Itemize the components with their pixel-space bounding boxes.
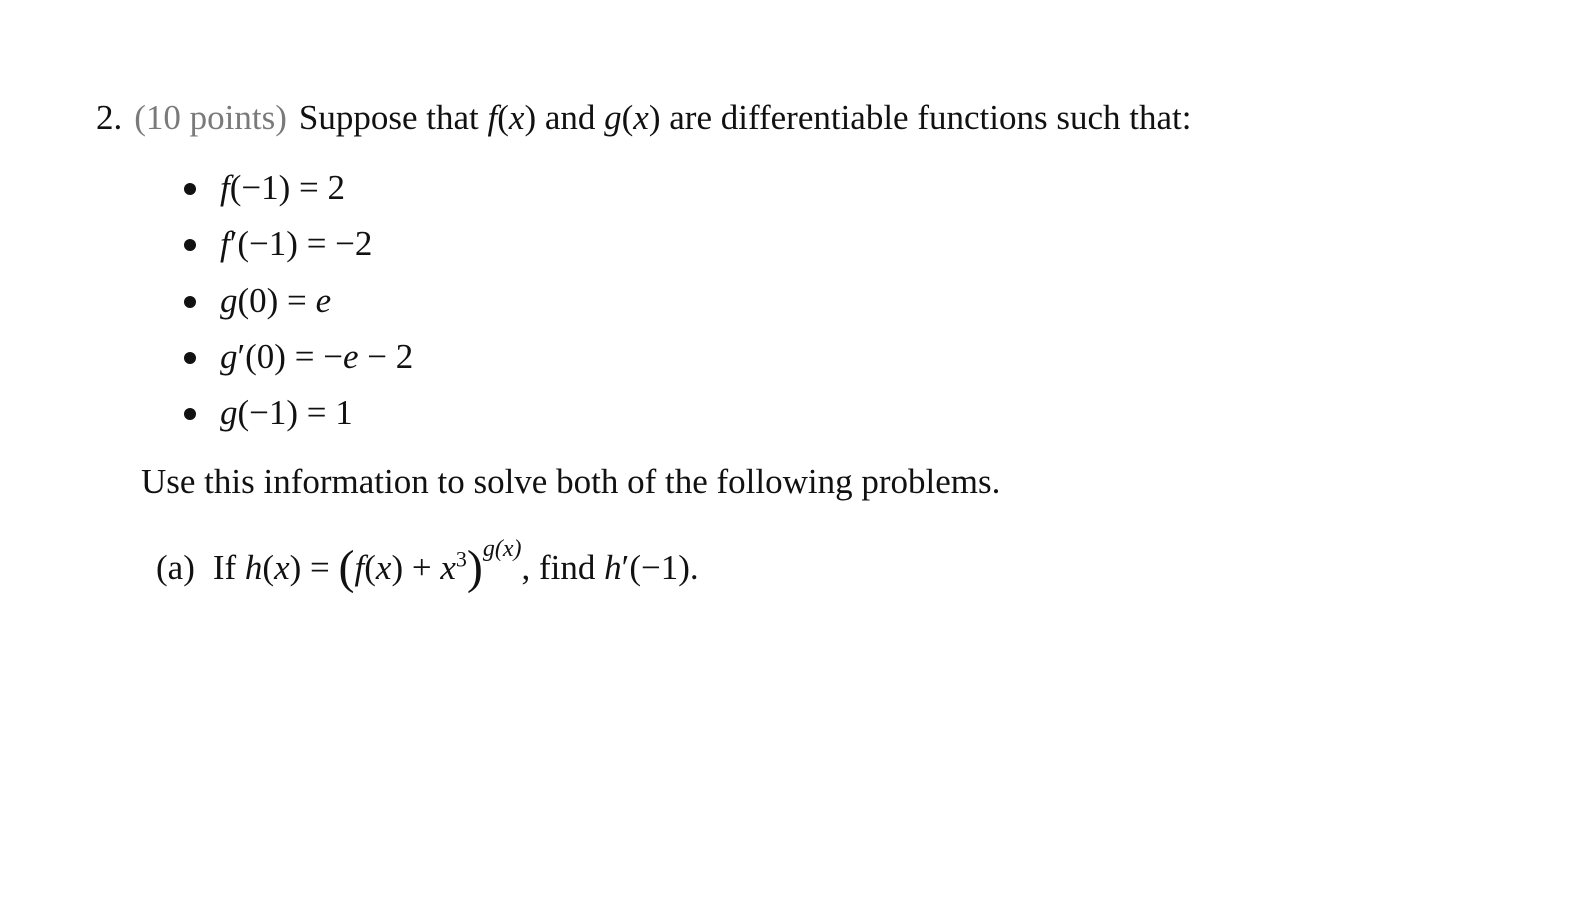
- condition-text: g(0) = e: [220, 281, 332, 320]
- condition-item: [184, 391, 353, 435]
- bullet-icon: [184, 408, 196, 420]
- bullet-icon: [184, 296, 196, 308]
- part-a-label: (a): [156, 547, 195, 587]
- condition-text: f(−1) = 2: [220, 168, 346, 207]
- condition-text: f′(−1) = −2: [220, 224, 373, 263]
- instruction-text: Use this information to solve both of the following problems.: [141, 462, 1001, 501]
- question-number: 2.: [96, 98, 123, 137]
- part-a-text: If $h(x) = (f(x) + x^3)^{g(x)}$, find h′(−1).: [212, 536, 699, 594]
- bullet-icon: [184, 352, 196, 364]
- condition-text: g(−1) = 1: [220, 393, 353, 432]
- question-points: (10 points): [134, 98, 287, 137]
- condition-item: [184, 335, 413, 379]
- condition-item: [184, 279, 331, 323]
- condition-text: g′(0) = −e − 2: [220, 337, 414, 376]
- bullet-icon: [184, 239, 196, 251]
- bullet-icon: [184, 183, 196, 195]
- condition-item: [184, 222, 372, 266]
- question-header: [96, 96, 1191, 140]
- question-intro: Suppose that f(x) and g(x) are differentiable functions such that:: [298, 98, 1192, 137]
- condition-item: [184, 166, 345, 210]
- part-a: [156, 536, 699, 594]
